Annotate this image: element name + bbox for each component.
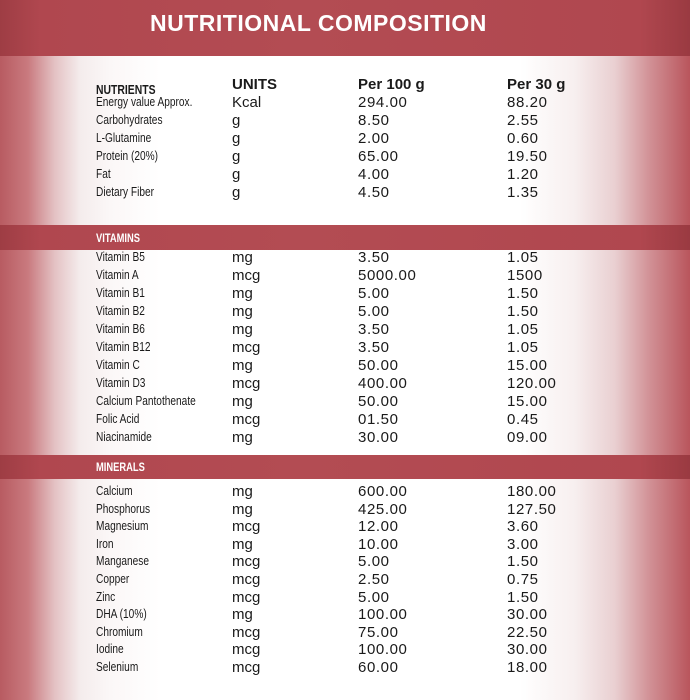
per-30g-cell: 09.00 — [507, 429, 548, 446]
nutrient-name: Vitamin B1 — [96, 285, 145, 300]
nutrient-name: Niacinamide — [96, 429, 152, 444]
unit-cell: g — [232, 148, 241, 165]
unit-cell: mg — [232, 285, 253, 302]
per-30g-cell: 30.00 — [507, 641, 548, 659]
nutrient-name: Chromium — [96, 623, 143, 639]
unit-cell: mcg — [232, 375, 261, 392]
per-30g-cell: 0.60 — [507, 130, 539, 147]
per-100g-cell: 8.50 — [358, 112, 390, 129]
per-30g-cell: 1.05 — [507, 339, 539, 356]
nutrient-name: Zinc — [96, 588, 116, 604]
table-row — [0, 375, 690, 393]
per-100g-cell: 3.50 — [358, 249, 390, 266]
per-30g-cell: 22.50 — [507, 623, 548, 641]
table-row — [0, 249, 690, 267]
table-row — [0, 536, 690, 554]
table-row — [0, 641, 690, 659]
nutrient-name: Protein (20%) — [96, 148, 158, 163]
unit-cell: mcg — [232, 571, 261, 588]
unit-cell: mg — [232, 321, 253, 338]
per-100g-cell: 5.00 — [358, 553, 390, 571]
unit-cell: g — [232, 184, 241, 201]
per-100g-cell: 294.00 — [358, 94, 408, 111]
per-100g-cell: 4.00 — [358, 166, 390, 183]
header-per-100g: Per 100 g — [358, 76, 425, 93]
minerals-heading: MINERALS — [96, 460, 145, 474]
per-30g-cell: 15.00 — [507, 393, 548, 410]
unit-cell: mg — [232, 357, 253, 374]
per-30g-cell: 1.35 — [507, 184, 539, 201]
per-30g-cell: 1.50 — [507, 588, 539, 606]
per-30g-cell: 18.00 — [507, 659, 548, 676]
nutrient-name: Vitamin D3 — [96, 375, 146, 390]
table-row — [0, 659, 690, 677]
nutrient-name: Calcium — [96, 483, 133, 498]
table-row — [0, 267, 690, 285]
nutrient-name: Fat — [96, 166, 111, 181]
per-30g-cell: 120.00 — [507, 375, 557, 392]
per-30g-cell: 3.60 — [507, 518, 539, 536]
per-100g-cell: 4.50 — [358, 184, 390, 201]
unit-cell: mcg — [232, 623, 261, 641]
per-30g-cell: 1.05 — [507, 249, 539, 266]
vitamins-heading: VITAMINS — [96, 231, 141, 245]
per-100g-cell: 400.00 — [358, 375, 408, 392]
table-row — [0, 285, 690, 303]
unit-cell: mcg — [232, 267, 261, 284]
table-row — [0, 112, 690, 130]
per-30g-cell: 180.00 — [507, 483, 557, 500]
unit-cell: mcg — [232, 641, 261, 659]
unit-cell: mcg — [232, 659, 261, 676]
header-per-30g: Per 30 g — [507, 76, 566, 93]
table-row — [0, 501, 690, 519]
per-30g-cell: 19.50 — [507, 148, 548, 165]
nutrient-name: Energy value Approx. — [96, 94, 193, 109]
unit-cell: mcg — [232, 411, 261, 428]
unit-cell: g — [232, 130, 241, 147]
unit-cell: mcg — [232, 518, 261, 536]
nutrient-name: Vitamin B5 — [96, 249, 145, 264]
per-100g-cell: 65.00 — [358, 148, 399, 165]
unit-cell: g — [232, 112, 241, 129]
per-100g-cell: 3.50 — [358, 321, 390, 338]
unit-cell: mcg — [232, 339, 261, 356]
per-100g-cell: 2.50 — [358, 571, 390, 588]
unit-cell: mg — [232, 249, 253, 266]
nutrient-name: Vitamin B2 — [96, 303, 145, 318]
unit-cell: mg — [232, 429, 253, 446]
unit-cell: mcg — [232, 553, 261, 571]
per-30g-cell: 88.20 — [507, 94, 548, 111]
unit-cell: mg — [232, 606, 253, 624]
per-30g-cell: 127.50 — [507, 500, 557, 518]
nutrient-name: Dietary Fiber — [96, 184, 155, 199]
per-100g-cell: 12.00 — [358, 518, 399, 536]
nutrient-name: L-Glutamine — [96, 130, 152, 145]
per-30g-cell: 0.45 — [507, 411, 539, 428]
nutrient-name: Calcium Pantothenate — [96, 393, 196, 408]
nutrient-name: Copper — [96, 571, 130, 586]
table-row — [0, 518, 690, 536]
nutrient-name: Vitamin A — [96, 267, 139, 282]
table-row — [0, 94, 690, 112]
per-30g-cell: 2.55 — [507, 112, 539, 129]
unit-cell: mg — [232, 500, 253, 518]
table-row — [0, 357, 690, 375]
per-100g-cell: 600.00 — [358, 483, 408, 500]
nutrient-name: Iodine — [96, 641, 124, 657]
per-100g-cell: 50.00 — [358, 393, 399, 410]
per-100g-cell: 5000.00 — [358, 267, 417, 284]
unit-cell: mg — [232, 535, 253, 553]
nutrient-name: Vitamin B6 — [96, 321, 145, 336]
per-30g-cell: 1500 — [507, 267, 543, 284]
per-100g-cell: 01.50 — [358, 411, 399, 428]
nutrient-name: Iron — [96, 535, 114, 551]
table-row — [0, 606, 690, 624]
nutrient-name: Manganese — [96, 553, 150, 569]
table-row — [0, 624, 690, 642]
table-row — [0, 303, 690, 321]
table-row — [0, 553, 690, 571]
per-30g-cell: 1.50 — [507, 553, 539, 571]
nutrient-name: Vitamin B12 — [96, 339, 151, 354]
nutrient-name: Selenium — [96, 659, 139, 674]
per-30g-cell: 1.20 — [507, 166, 539, 183]
table-row — [0, 589, 690, 607]
nutrient-name: Vitamin C — [96, 357, 140, 372]
table-row — [0, 321, 690, 339]
per-30g-cell: 1.05 — [507, 321, 539, 338]
table-row — [0, 148, 690, 166]
unit-cell: Kcal — [232, 94, 262, 111]
unit-cell: mg — [232, 303, 253, 320]
per-100g-cell: 30.00 — [358, 429, 399, 446]
per-30g-cell: 30.00 — [507, 606, 548, 624]
header-nutrients: NUTRIENTS — [96, 82, 156, 97]
per-100g-cell: 425.00 — [358, 500, 408, 518]
per-100g-cell: 10.00 — [358, 535, 399, 553]
table-row — [0, 166, 690, 184]
table-row — [0, 571, 690, 589]
per-30g-cell: 15.00 — [507, 357, 548, 374]
page-title: NUTRITIONAL COMPOSITION — [150, 10, 487, 36]
per-30g-cell: 1.50 — [507, 285, 539, 302]
per-100g-cell: 5.00 — [358, 303, 390, 320]
per-100g-cell: 100.00 — [358, 641, 408, 659]
per-100g-cell: 60.00 — [358, 659, 399, 676]
unit-cell: mcg — [232, 588, 261, 606]
table-row — [0, 130, 690, 148]
nutrient-name: DHA (10%) — [96, 606, 147, 622]
table-row — [0, 339, 690, 357]
per-100g-cell: 3.50 — [358, 339, 390, 356]
unit-cell: g — [232, 166, 241, 183]
table-row — [0, 184, 690, 202]
table-row — [0, 393, 690, 411]
table-row — [0, 429, 690, 447]
per-30g-cell: 3.00 — [507, 535, 539, 553]
unit-cell: mg — [232, 393, 253, 410]
per-30g-cell: 0.75 — [507, 571, 539, 588]
per-100g-cell: 75.00 — [358, 623, 399, 641]
table-row — [0, 411, 690, 429]
per-100g-cell: 5.00 — [358, 285, 390, 302]
header-units: UNITS — [232, 76, 277, 93]
nutrient-name: Folic Acid — [96, 411, 140, 426]
per-100g-cell: 100.00 — [358, 606, 408, 624]
nutrient-name: Magnesium — [96, 518, 149, 534]
per-100g-cell: 5.00 — [358, 588, 390, 606]
nutrient-name: Carbohydrates — [96, 112, 163, 127]
nutrient-name: Phosphorus — [96, 500, 151, 516]
unit-cell: mg — [232, 483, 253, 500]
table-row — [0, 483, 690, 501]
per-100g-cell: 50.00 — [358, 357, 399, 374]
per-30g-cell: 1.50 — [507, 303, 539, 320]
per-100g-cell: 2.00 — [358, 130, 390, 147]
